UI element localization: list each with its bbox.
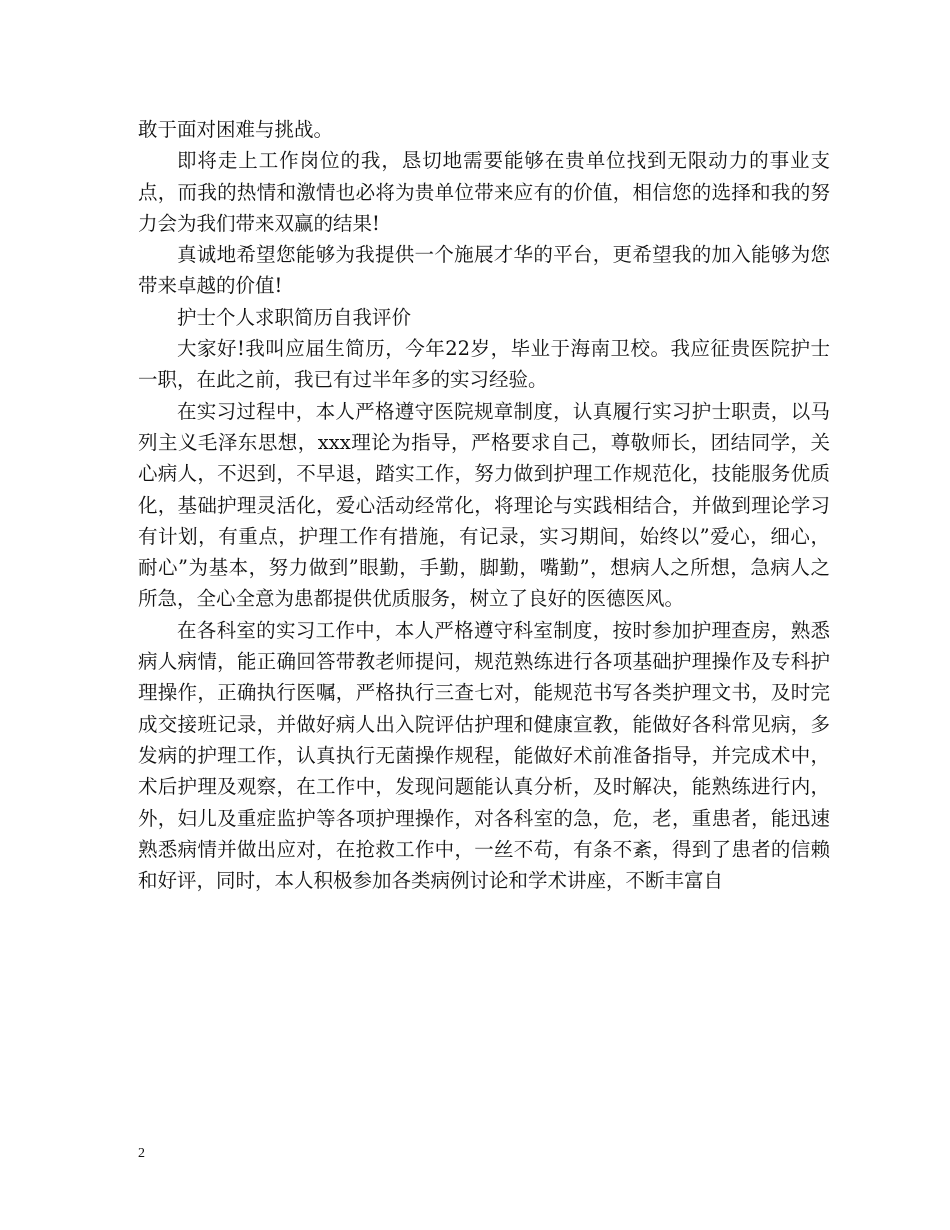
document-body	[138, 114, 830, 896]
section-heading: 护士个人求职简历自我评价	[177, 305, 412, 329]
paragraph-5: 大家好!我叫应届生简历，今年22岁，毕业于海南卫校。我应征贵医院护士一职，在此之前，我已有过半年多的实习经验。	[138, 337, 830, 392]
paragraph-3: 真诚地希望您能够为我提供一个施展才华的平台，更希望我的加入能够为您带来卓越的价值!	[138, 243, 830, 298]
paragraph-6: 在实习过程中，本人严格遵守医院规章制度，认真履行实习护士职责，以马列主义毛泽东思想，xxx理论为指导，严格要求自己，尊敬师长，团结同学，关心病人，不迟到，不早退，踏实工作，努力做到护理工作规范化，技能服务优质化，基础护理灵活化，爱心活动经常化，将理论与实践相结合，并做到理论学习有计划，有重点，护理工作有措施，有记录，实习期间，始终以”爱心，细心，耐心”为基本，努力做到”眼勤，手勤，脚勤，嘴勤”，想病人之所想，急病人之所急，全心全意为患都提供优质服务，树立了良好的医德医风。	[138, 399, 830, 611]
paragraph-1: 敢于面对困难与挑战。	[138, 118, 334, 141]
paragraph-2: 即将走上工作岗位的我，恳切地需要能够在贵单位找到无限动力的事业支点，而我的热情和激情也必将为贵单位带来应有的价值，相信您的选择和我的努力会为我们带来双赢的结果!	[138, 149, 830, 235]
paragraph-7: 在各科室的实习工作中，本人严格遵守科室制度，按时参加护理查房，熟悉病人病情，能正确回答带教老师提问，规范熟练进行各项基础护理操作及专科护理操作，正确执行医嘱，严格执行三查七对，能规范书写各类护理文书，及时完成交接班记录，并做好病人出入院评估护理和健康宣教，能做好各科常见病，多发病的护理工作，认真执行无菌操作规程，能做好术前准备指导，并完成术中，术后护理及观察，在工作中，发现问题能认真分析，及时解决，能熟练进行内，外，妇儿及重症监护等各项护理操作，对各科室的急，危，老，重患者，能迅速熟悉病情并做出应对，在抢救工作中，一丝不苟，有条不紊，得到了患者的信赖和好评，同时，本人积极参加各类病例讨论和学术讲座，不断丰富自	[138, 618, 830, 893]
page-number: 2	[138, 1146, 145, 1161]
